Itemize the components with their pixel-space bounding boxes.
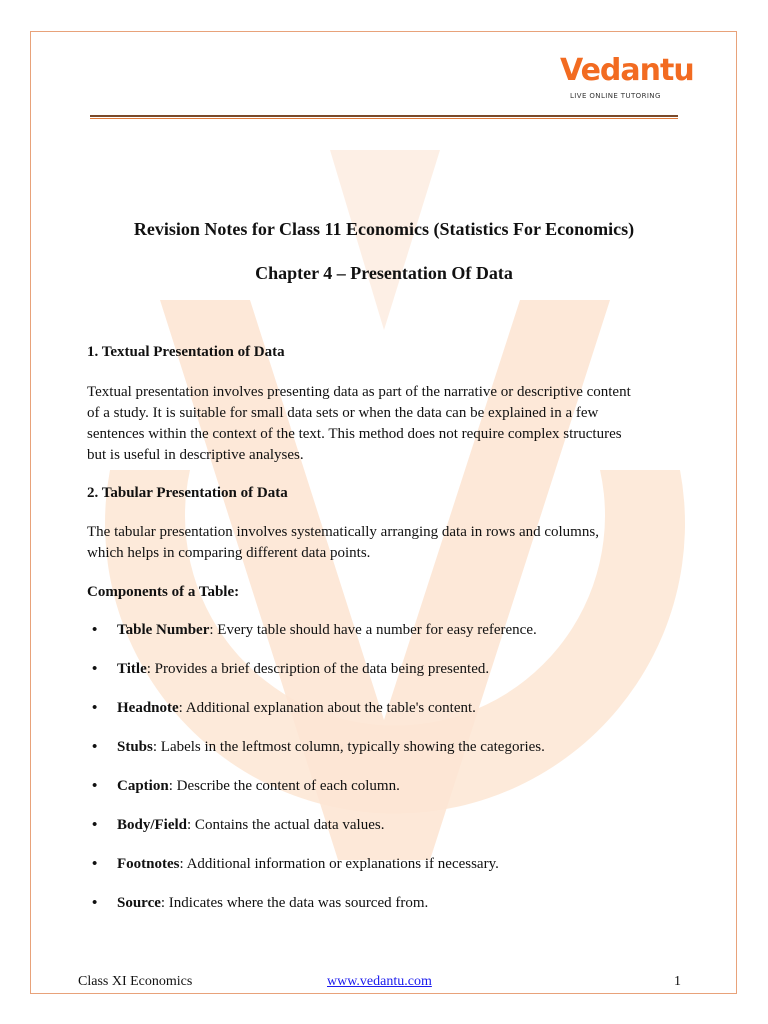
document-title: Revision Notes for Class 11 Economics (Statistics For Economics) (133, 219, 635, 239)
list-item: • Footnotes: Additional information or explanations if necessary. (92, 856, 499, 872)
footer-website-link[interactable]: www.vedantu.com (327, 974, 432, 989)
list-item: • Headnote: Additional explanation about the table's content. (92, 700, 476, 716)
paragraph-line: of a study. It is suitable for small data sets or when the data can be explained in a few (87, 405, 599, 421)
list-item: • Body/Field: Contains the actual data values. (92, 817, 385, 833)
section-2-paragraph (87, 522, 687, 564)
list-item: • Caption: Describe the content of each column. (92, 778, 400, 794)
paragraph-line: which helps in comparing different data points. (87, 545, 371, 561)
logo-tagline: LIVE ONLINE TUTORING (570, 92, 661, 100)
paragraph-line: sentences within the context of the text. This method does not require complex structures (87, 426, 622, 442)
list-item: • Stubs: Labels in the leftmost column, typically showing the categories. (92, 739, 545, 755)
chapter-title: Chapter 4 – Presentation Of Data (255, 263, 513, 283)
section-1-paragraph (87, 382, 687, 466)
list-item: • Table Number: Every table should have a number for easy reference. (92, 622, 537, 638)
page-number: 1 (674, 974, 681, 989)
paragraph-line: Textual presentation involves presenting data as part of the narrative or descriptive content (87, 384, 631, 400)
section-1-heading: 1. Textual Presentation of Data (87, 344, 285, 360)
logo-wordmark: Vedantu (560, 53, 694, 88)
list-item: • Title: Provides a brief description of the data being presented. (92, 661, 490, 677)
components-heading: Components of a Table: (87, 584, 240, 600)
list-item: • Source: Indicates where the data was sourced from. (92, 895, 429, 911)
section-2-heading: 2. Tabular Presentation of Data (87, 485, 288, 501)
footer-class-label: Class XI Economics (78, 974, 193, 989)
paragraph-line: The tabular presentation involves systematically arranging data in rows and columns, (87, 524, 599, 540)
paragraph-line: but is useful in descriptive analyses. (87, 447, 304, 463)
